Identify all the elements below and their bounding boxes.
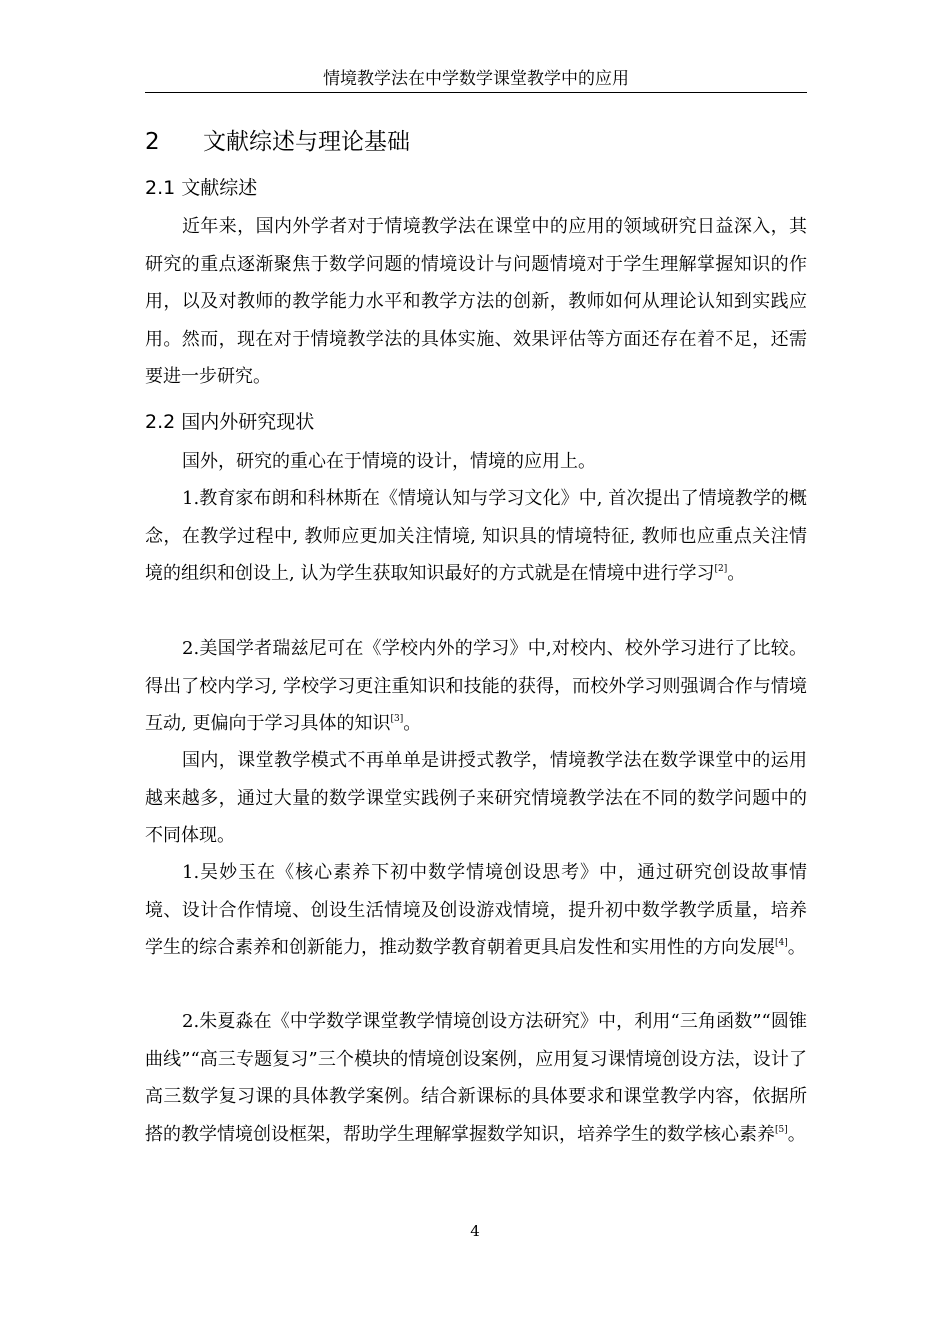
paragraph-domestic-intro — [145, 742, 807, 855]
paragraph-text: 2.美国学者瑞兹尼可在《学校内外的学习》中,对校内、校外学习进行了比较。得出了校内学习, 学校学习更注重知识和技能的获得，而校外学习则强调合作与情境互动, 更偏向于学习具体的知识 — [145, 638, 807, 734]
paragraph-text: 近年来，国内外学者对于情境教学法在课堂中的应用的领域研究日益深入，其研究的重点逐渐聚焦于数学问题的情境设计与问题情境对于学生理解掌握知识的作用，以及对教师的教学能力水平和教学方法的创新，教师如何从理论认知到实践应用。然而，现在对于情境教学法的具体实施、效果评估等方面还存在着不足，还需要进一步研究。 — [145, 216, 807, 387]
citation-ref: [4] — [775, 938, 788, 948]
paragraph-foreign-2 — [145, 630, 807, 743]
paragraph-tail: 。 — [787, 1123, 806, 1145]
paragraph-text: 2.朱夏淼在《中学数学课堂教学情境创设方法研究》中，利用“三角函数”“圆锥曲线”“高三专题复习”三个模块的情境创设案例，应用复习课情境创设方法，设计了高三数学复习课的具体教学案例。结合新课标的具体要求和课堂教学内容，依据所搭的教学情境创设框架，帮助学生理解掌握数学知识，培养学生的数学核心素养 — [145, 1011, 807, 1145]
page-number: 4 — [470, 1222, 480, 1240]
citation-ref: [3] — [390, 714, 404, 724]
chapter-title: 文献综述与理论基础 — [203, 129, 410, 155]
paragraph-domestic-1 — [145, 854, 807, 967]
running-header: 情境教学法在中学数学课堂教学中的应用 — [145, 66, 807, 93]
paragraph-tail: 。 — [727, 563, 746, 584]
paragraph-domestic-2 — [145, 1003, 807, 1153]
paragraph-tail: 。 — [403, 713, 422, 734]
paragraph-text: 1.吴妙玉在《核心素养下初中数学情境创设思考》中，通过研究创设故事情境、设计合作情境、创设生活情境及创设游戏情境，提升初中数学教学质量，培养学生的综合素养和创新能力，推动数学教育朝着更具启发性和实用性的方向发展 — [145, 862, 807, 958]
paragraph-tail: 。 — [787, 937, 806, 958]
citation-ref: [5] — [775, 1124, 788, 1135]
paragraph-text: 国外，研究的重心在于情境的设计，情境的应用上。 — [182, 451, 596, 472]
paragraph-text: 1.教育家布朗和科林斯在《情境认知与学习文化》中, 首次提出了情境教学的概念，在教学过程中, 教师应更加关注情境, 知识具的情境特征, 教师也应重点关注情境的组织和创设上, 认为学生获取知识最好的方式就是在情境中进行学习 — [145, 488, 807, 584]
section-heading-2-2: 2.2 国内外研究现状 — [145, 411, 315, 433]
paragraph-foreign-intro — [145, 443, 807, 481]
chapter-heading — [145, 124, 410, 160]
paragraph-literature-review — [145, 208, 807, 396]
chapter-number: 2 — [145, 129, 160, 155]
paragraph-foreign-1 — [145, 480, 807, 593]
section-heading-2-1: 2.1 文献综述 — [145, 177, 258, 199]
citation-ref: [2] — [714, 564, 728, 574]
paragraph-text: 国内，课堂教学模式不再单单是讲授式教学，情境教学法在数学课堂中的运用越来越多，通过大量的数学课堂实践例子来研究情境教学法在不同的数学问题中的不同体现。 — [145, 750, 807, 846]
